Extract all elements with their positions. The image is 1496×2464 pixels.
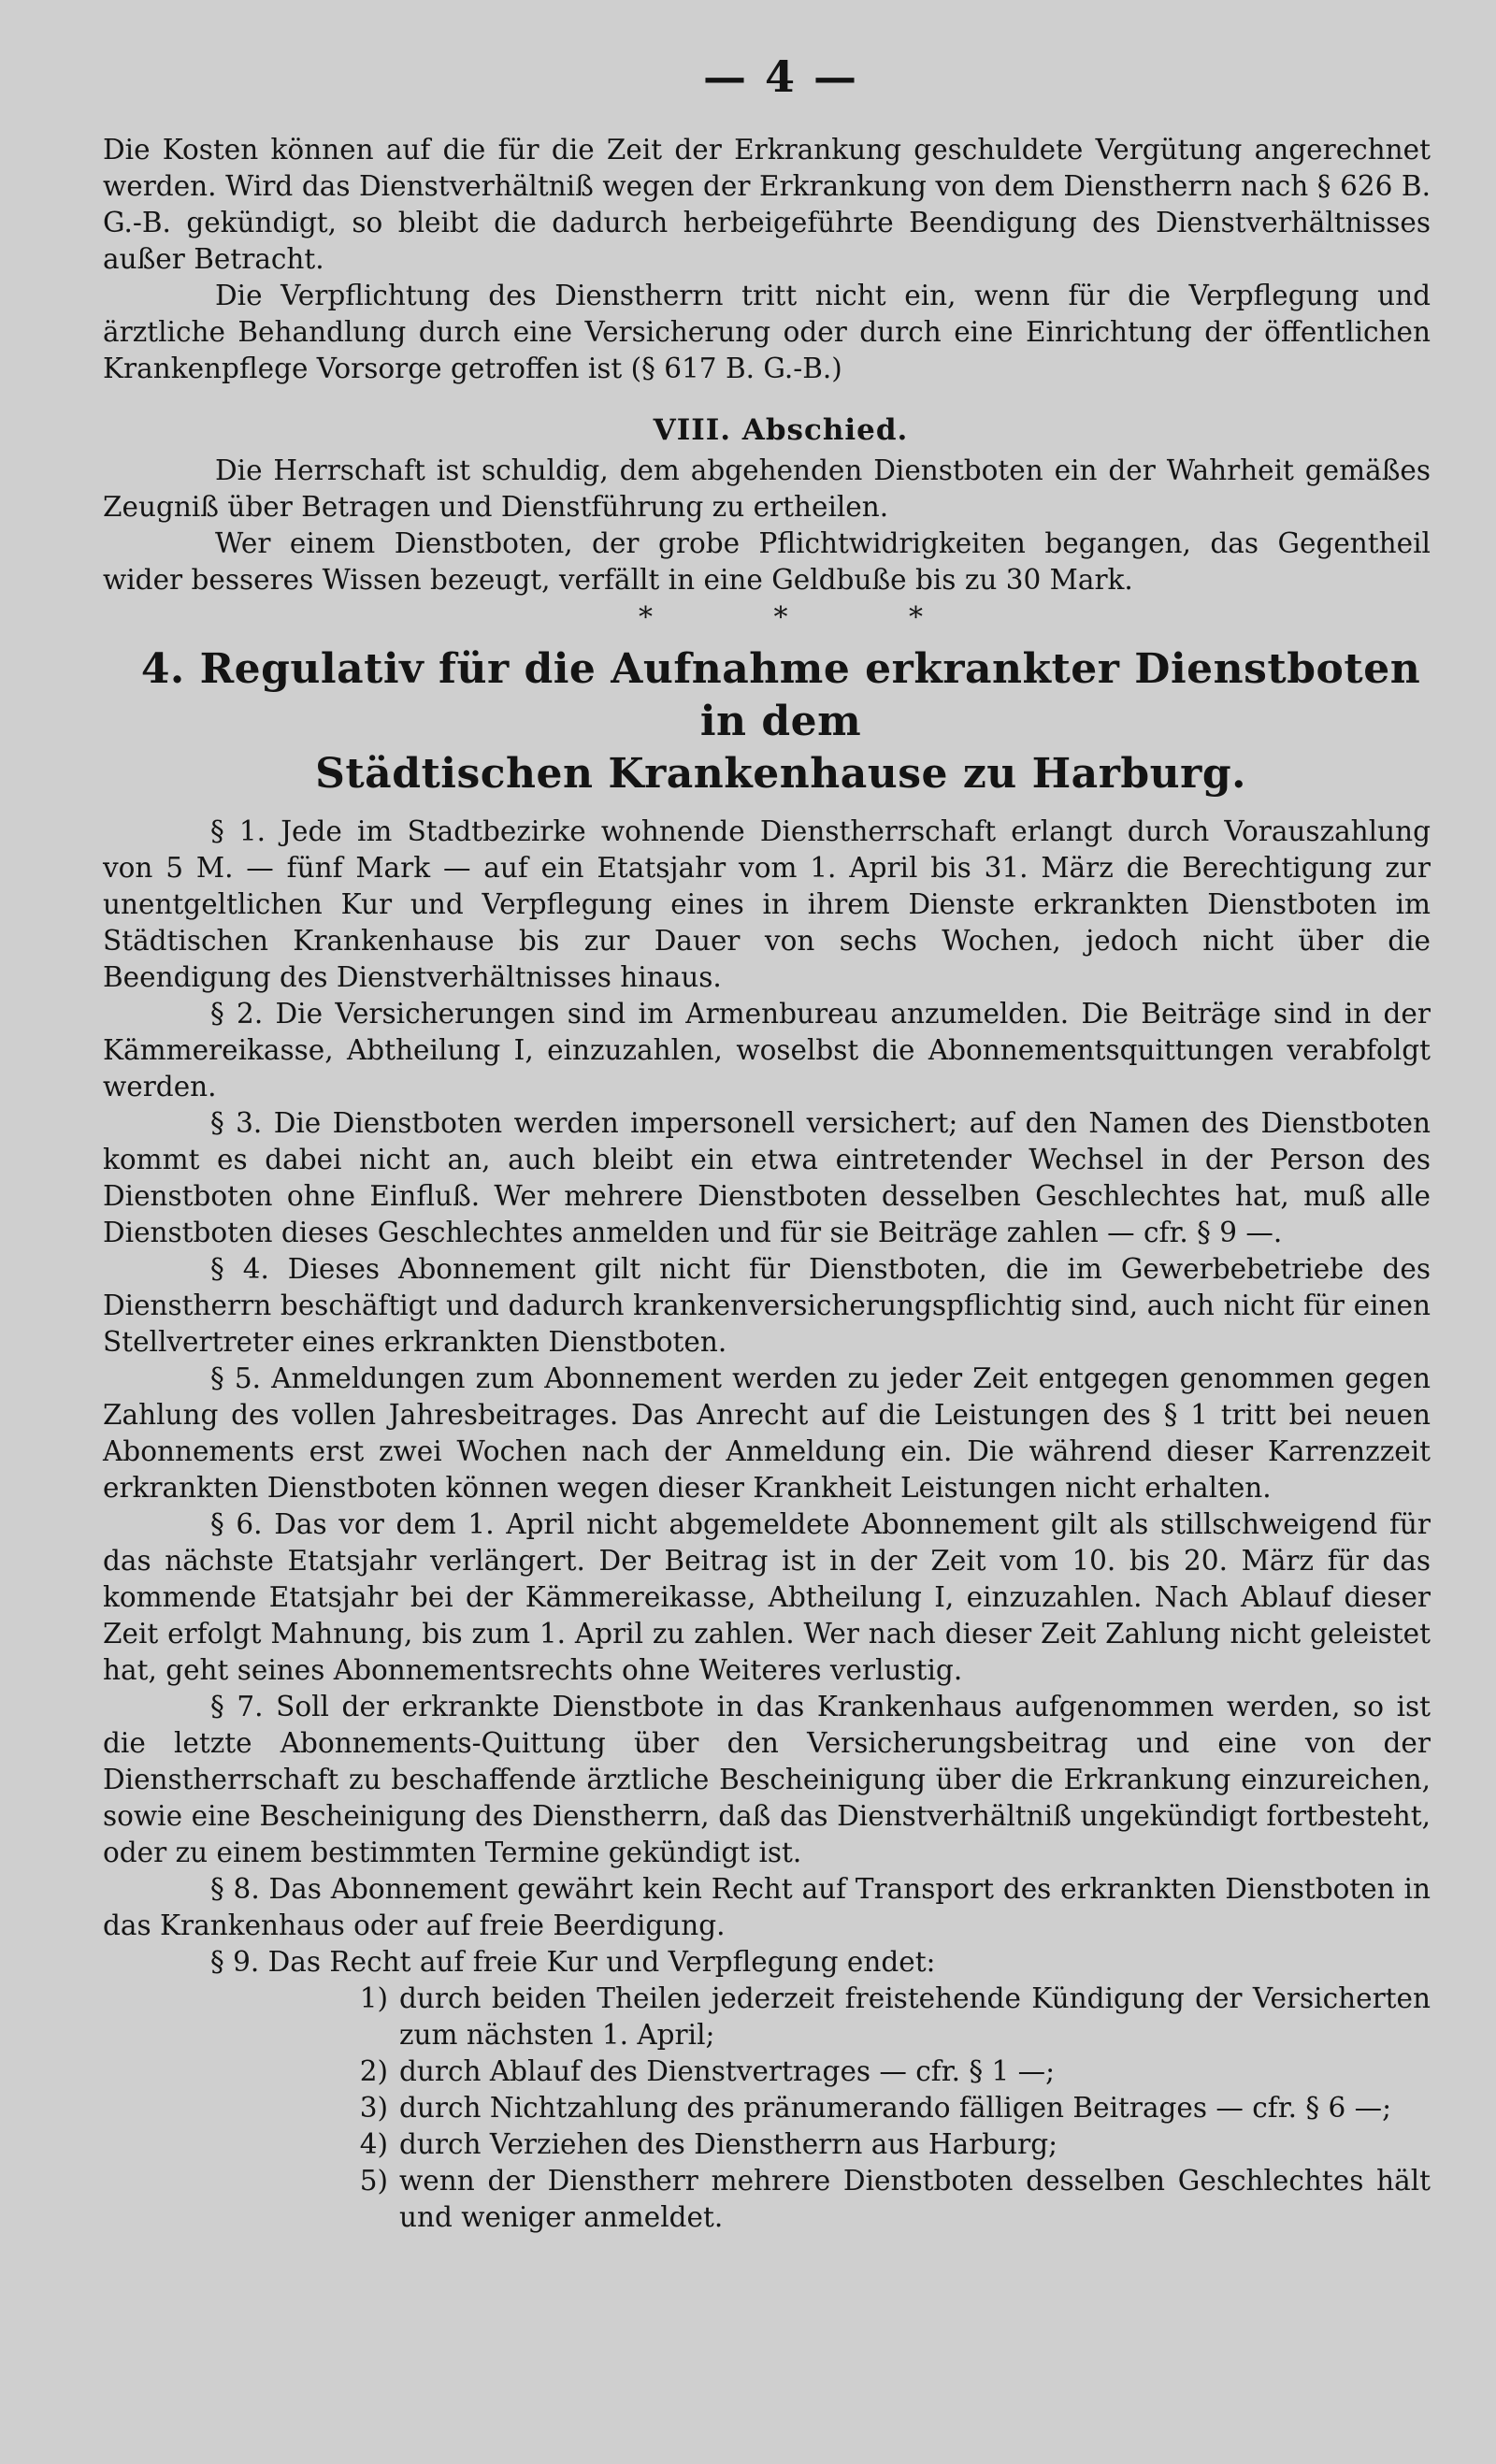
abschied-paragraph: Die Herrschaft ist schuldig, dem abgehenden Dienstboten ein der Wahrheit gemäßes Zeugniß über Betragen und Dienstführung zu ertheilen.	[103, 454, 1431, 523]
list-item-text: durch Verziehen des Dienstherrn aus Harburg;	[399, 2128, 1058, 2160]
regulation-title-line: 4. Regulativ für die Aufnahme erkrankter Dienstboten in dem	[140, 645, 1421, 745]
list-item-number: 4)	[359, 2128, 388, 2160]
section-heading-abschied: VIII. Abschied.	[653, 413, 909, 447]
list-item-number: 5)	[359, 2165, 388, 2197]
list-item-text: wenn der Dienstherr mehrere Dienstboten desselben Geschlechtes hält und weniger anmeldet.	[399, 2165, 1431, 2233]
section-paragraph-6: § 6. Das vor dem 1. April nicht abgemeldete Abonnement gilt als stillschweigend für das nächste Etatsjahr verlängert. Der Beitrag ist in der Zeit vom 10. bis 20. März für das kommende Etatsjahr bei der Kämmereikasse, Abtheilung I, einzuzahlen. Nach Ablauf dieser Zeit erfolgt Mahnung, bis zum 1. April zu zahlen. Wer nach dieser Zeit Zahlung nicht geleistet hat, geht seines Abonnementsrechts ohne Weiteres verlustig.	[103, 1508, 1431, 1686]
abschied-paragraph: Wer einem Dienstboten, der grobe Pflichtwidrigkeiten begangen, das Gegentheil wider besseres Wissen bezeugt, verfällt in eine Geldbuße bis zu 30 Mark.	[103, 527, 1431, 596]
separator-stars: * * *	[638, 601, 924, 634]
intro-paragraph: Die Verpflichtung des Dienstherrn tritt nicht ein, wenn für die Verpflegung und ärztliche Behandlung durch eine Versicherung oder durch eine Einrichtung der öffentlichen Krankenpflege Vorsorge getroffen ist (§ 617 B. G.-B.)	[103, 280, 1431, 384]
section-paragraph-8: § 8. Das Abonnement gewährt kein Recht auf Transport des erkrankten Dienstboten in das Krankenhaus oder auf freie Beerdigung.	[103, 1873, 1431, 1941]
section-paragraph-4: § 4. Dieses Abonnement gilt nicht für Dienstboten, die im Gewerbebetriebe des Dienstherrn beschäftigt und dadurch krankenversicherungspflichtig sind, auch nicht für einen Stellvertreter eines erkrankten Dienstboten.	[103, 1253, 1431, 1358]
list-item-number: 1)	[359, 1982, 388, 2014]
termination-list	[341, 1981, 1431, 2236]
section-paragraph-1: § 1. Jede im Stadtbezirke wohnende Dienstherrschaft erlangt durch Vorauszahlung von 5 M. — fünf Mark — auf ein Etatsjahr vom 1. April bis 31. März die Berechtigung zur unentgeltlichen Kur und Verpflegung eines in ihrem Dienste erkrankten Dienstboten im Städtischen Krankenhause bis zur Dauer von sechs Wochen, jedoch nicht über die Beendigung des Dienstverhältnisses hinaus.	[103, 815, 1431, 993]
section-paragraph-3: § 3. Die Dienstboten werden impersonell versichert; auf den Namen des Dienstboten kommt es dabei nicht an, auch bleibt ein etwa eintretender Wechsel in der Person des Dienstboten ohne Einfluß. Wer mehrere Dienstboten desselben Geschlechtes hat, muß alle Dienstboten dieses Geschlechtes anmelden und für sie Beiträge zahlen — cfr. § 9 —.	[103, 1107, 1431, 1248]
list-item-text: durch Ablauf des Dienstvertrages — cfr. § 1 —;	[399, 2055, 1056, 2087]
list-item-text: durch beiden Theilen jederzeit freistehende Kündigung der Versicherten zum nächsten 1. April;	[399, 1982, 1431, 2051]
list-item	[341, 1981, 1431, 2053]
list-item	[341, 2126, 1431, 2163]
list-item-number: 3)	[359, 2092, 388, 2124]
intro-paragraph: Die Kosten können auf die für die Zeit der Erkrankung geschuldete Vergütung angerechnet werden. Wird das Dienstverhältniß wegen der Erkrankung von dem Dienstherrn nach § 626 B. G.-B. gekündigt, so bleibt die dadurch herbeigeführte Beendigung des Dienstverhältnisses außer Betracht.	[103, 134, 1431, 275]
list-item-number: 2)	[359, 2055, 388, 2087]
list-item	[341, 2163, 1431, 2236]
regulation-title-line: Städtischen Krankenhause zu Harburg.	[315, 750, 1246, 798]
list-item	[341, 2053, 1431, 2090]
section-paragraph-7: § 7. Soll der erkrankte Dienstbote in das Krankenhaus aufgenommen werden, so ist die letzte Abonnements-Quittung über den Versicherungsbeitrag und eine von der Dienstherrschaft zu beschaffende ärztliche Bescheinigung über die Erkrankung einzureichen, sowie eine Bescheinigung des Dienstherrn, daß das Dienstverhältniß ungekündigt fortbesteht, oder zu einem bestimmten Termine gekündigt ist.	[103, 1691, 1431, 1868]
regulation-title	[103, 643, 1431, 800]
section-paragraph-9: § 9. Das Recht auf freie Kur und Verpflegung endet:	[210, 1946, 936, 1978]
list-item-text: durch Nichtzahlung des pränumerando fälligen Beitrages — cfr. § 6 —;	[399, 2092, 1392, 2124]
list-item	[341, 2090, 1431, 2126]
section-paragraph-2: § 2. Die Versicherungen sind im Armenbureau anzumelden. Die Beiträge sind in der Kämmereikasse, Abtheilung I, einzuzahlen, woselbst die Abonnementsquittungen verabfolgt werden.	[103, 998, 1431, 1102]
page-number: — 4 —	[702, 51, 859, 102]
section-paragraph-5: § 5. Anmeldungen zum Abonnement werden zu jeder Zeit entgegen genommen gegen Zahlung des vollen Jahresbeitrages. Das Anrecht auf die Leistungen des § 1 tritt bei neuen Abonnements erst zwei Wochen nach der Anmeldung ein. Die während dieser Karrenzzeit erkrankten Dienstboten können wegen dieser Krankheit Leistungen nicht erhalten.	[103, 1362, 1431, 1504]
